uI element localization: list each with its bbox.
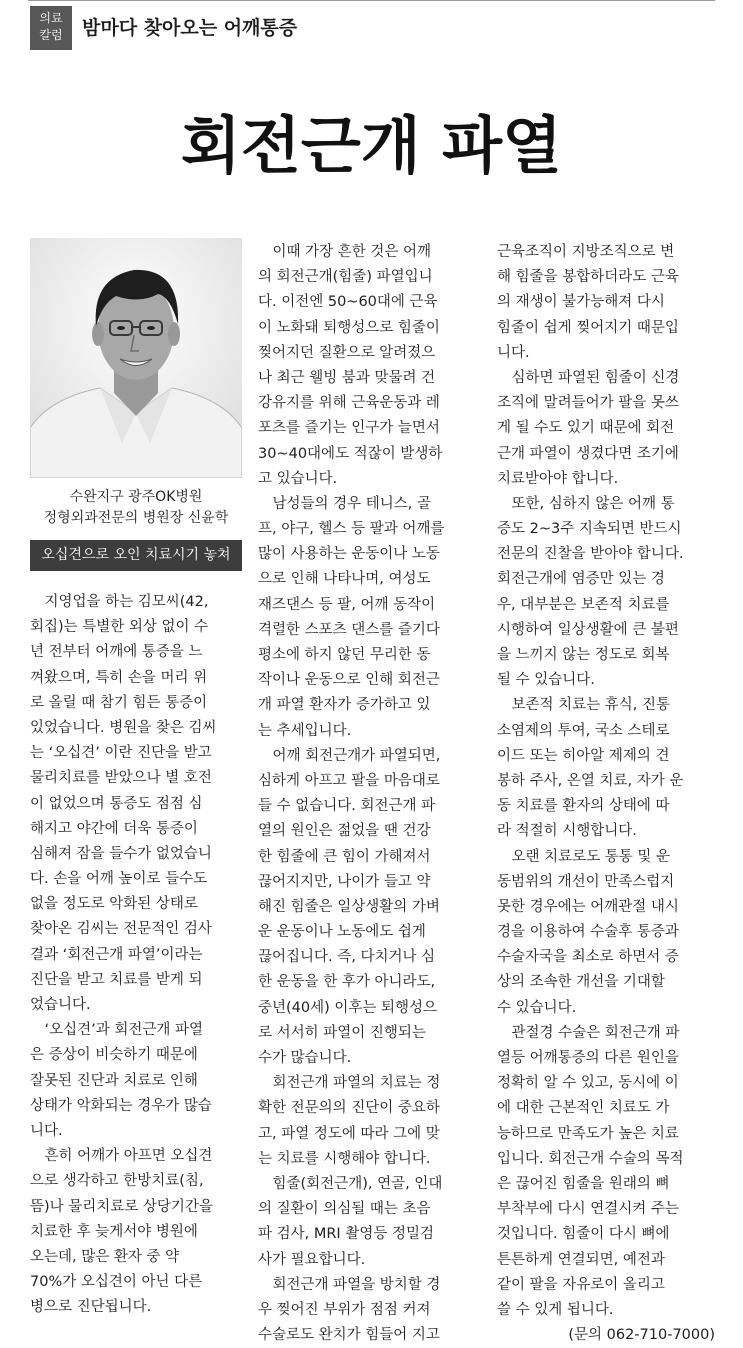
text-line: 껴왔으며, 특히 손을 머리 위: [30, 669, 208, 686]
text-line: 수술로도 완치가 힘들어 지고: [258, 1327, 440, 1344]
text-line: 의 재생이 불가능해져 다시: [497, 294, 665, 311]
text-line: 능하므로 만족도가 높은 치료: [497, 1125, 679, 1142]
text-line: 많이 사용하는 운동이나 노동: [258, 546, 440, 563]
text-line: 힘줄(회전근개), 연골, 인대: [258, 1175, 443, 1192]
paragraph: [497, 240, 715, 366]
paragraph: [258, 1273, 480, 1348]
text-line: 해 힘줄을 봉합하더라도 근육: [497, 269, 679, 286]
text-line: 회전근개 파열을 방치할 경: [258, 1276, 441, 1293]
text-line: 수술자국을 최소로 하면서 증: [497, 949, 679, 966]
author-title: 정형외과전문의 병원장 신윤학: [43, 510, 229, 526]
text-line: 다. 손을 어깨 높이로 들수도: [30, 871, 208, 888]
text-line: 시행하여 일상생활에 큰 불편: [497, 621, 679, 638]
text-line: 에 대한 근본적인 치료도 가: [497, 1100, 670, 1117]
text-line: 전문의 진찰을 받아야 합니다.: [497, 546, 684, 563]
text-line: 심하게 아프고 팔을 마음대로: [258, 772, 440, 789]
text-line: 병으로 진단됩니다.: [30, 1299, 152, 1316]
text-line: 을 느끼지 않는 정도로 회복: [497, 647, 670, 663]
text-line: 보존적 치료는 휴식, 진통: [497, 697, 671, 714]
text-line: 관절경 수술은 회전근개 파: [497, 1024, 680, 1041]
text-line: 의 회전근개(힘줄) 파열입니: [258, 269, 433, 286]
text-line: 봉하 주사, 온열 치료, 자가 운: [497, 772, 684, 789]
author-byline: [30, 487, 242, 529]
text-line: 쓸 수 있게 됩니다.: [497, 1301, 614, 1318]
text-line: 소염제의 투여, 국소 스테로: [497, 722, 670, 739]
text-line: 뜸)나 물리치료로 상당기간을: [30, 1198, 213, 1215]
text-line: 이 노화돼 퇴행성으로 힘줄이: [258, 319, 440, 336]
text-line: 강유지를 위해 근육운동과 레: [258, 395, 440, 412]
text-line: 의 질환이 의심될 때는 초음: [258, 1201, 431, 1218]
text-line: 수 있습니다.: [497, 999, 577, 1016]
category-line-1: 의료: [39, 11, 63, 25]
text-line: 조직에 말려들어가 팔을 못쓰: [497, 395, 679, 412]
author-photo: [30, 238, 242, 478]
text-line: 30~40대에도 적잖이 발생하: [258, 445, 443, 462]
text-line: 지영업을 하는 김모씨(42,: [30, 594, 209, 610]
series-title: 밤마다 찾아오는 어깨통증: [82, 17, 298, 39]
text-line: 찢어지던 질환으로 알려졌으: [258, 344, 436, 361]
paragraph: [30, 1018, 244, 1144]
text-line: 개 파열 환자가 증가하고 있: [258, 697, 431, 714]
paragraph: [258, 1071, 480, 1172]
text-line: 해진 힘줄은 일상생활의 가벼: [258, 898, 440, 915]
text-line: 못한 경우에는 어깨관절 내시: [497, 898, 679, 915]
top-rule: [28, 0, 715, 1]
text-line: 수가 많습니다.: [258, 1050, 352, 1066]
text-line: 어깨 회전근개가 파열되면,: [258, 747, 441, 764]
text-line: 근육조직이 지방조직으로 변: [497, 244, 675, 260]
paragraph: [30, 590, 244, 1018]
article-column-3: [497, 240, 715, 1348]
text-line: 파 검사, MRI 촬영등 정밀검: [258, 1226, 434, 1243]
paragraph: [258, 1172, 480, 1273]
text-line: 니다.: [30, 1122, 63, 1139]
text-line: 이 없었으며 통증도 점점 심: [30, 795, 203, 812]
paragraph: [497, 693, 715, 844]
text-line: 확한 전문의의 진단이 중요하: [258, 1100, 440, 1117]
text-line: 회전근개에 염증만 있는 경: [497, 571, 665, 588]
text-line: 잘못된 진단과 치료로 인해: [30, 1072, 198, 1089]
paragraph: [497, 492, 715, 694]
text-line: 라 적절히 시행합니다.: [497, 823, 637, 840]
text-line: 동범위의 개선이 만족스럽지: [497, 873, 675, 890]
column-3-body: [497, 240, 715, 1323]
text-line: 한 힘줄에 큰 힘이 가해져서: [258, 848, 431, 865]
text-line: 증도 2~3주 지속되면 반드시: [497, 521, 682, 538]
text-line: 물리치료를 받았으나 별 호전: [30, 770, 212, 787]
text-line: 오랜 치료로도 통통 및 운: [497, 848, 671, 865]
text-line: 또한, 심하지 않은 어깨 통: [497, 495, 675, 512]
text-line: 운 운동이나 노동에도 쉽게: [258, 924, 426, 941]
text-line: 치료받아야 합니다.: [497, 470, 619, 487]
text-line: 재즈댄스 등 팔, 어깨 동작이: [258, 596, 436, 613]
author-affiliation: 수완지구 광주OK병원: [69, 489, 203, 505]
text-line: 는 ‘오십견’ 이란 진단을 받고: [30, 745, 212, 762]
text-line: 로 서서히 파열이 진행되는: [258, 1024, 426, 1041]
text-line: 고, 파열 정도에 따라 그에 맞: [258, 1125, 440, 1142]
text-line: 튼튼하게 연결되면, 예전과: [497, 1251, 665, 1268]
text-line: 포츠를 즐기는 인구가 늘면서: [258, 420, 440, 437]
text-line: 는 추세입니다.: [258, 722, 352, 739]
paragraph: [497, 1021, 715, 1323]
text-line: 힘줄이 쉽게 찢어지기 때문입: [497, 319, 679, 336]
paragraph: [497, 366, 715, 492]
text-line: 들 수 없습니다. 회전근개 파: [258, 798, 436, 815]
text-line: 열등 어깨통증의 다른 원인을: [497, 1050, 679, 1066]
text-line: 같이 팔을 자유로이 올리고: [497, 1276, 665, 1293]
paragraph: [258, 744, 480, 1071]
text-line: 회전근개 파열의 치료는 정: [258, 1075, 441, 1092]
text-line: 격렬한 스포츠 댄스를 즐기다: [258, 621, 440, 638]
text-line: 프, 야구, 헬스 등 팔과 어깨를: [258, 521, 445, 538]
text-line: 끊어집니다. 즉, 다치거나 심: [258, 949, 436, 966]
text-line: 한 운동을 한 후가 아니라도,: [258, 974, 436, 991]
text-line: 었습니다.: [30, 997, 91, 1013]
text-line: 은 끊어진 힘줄을 원래의 뼈: [497, 1175, 670, 1192]
text-line: 오는데, 많은 환자 중 약: [30, 1248, 180, 1265]
text-line: 이드 또는 히아알 제제의 견: [497, 747, 670, 764]
text-line: 상의 조속한 개선을 기대할: [497, 974, 665, 991]
text-line: 회집)는 특별한 외상 없이 수: [30, 619, 209, 636]
category-line-2: 칼럼: [39, 28, 63, 42]
text-line: ‘오십견’과 회전근개 파열: [30, 1022, 204, 1039]
text-line: 끊어지지만, 나이가 들고 약: [258, 873, 431, 890]
text-line: 부착부에 다시 연결시켜 주는: [497, 1201, 679, 1218]
text-line: 우, 대부분은 보존적 치료를: [497, 596, 670, 613]
text-line: 입니다. 회전근개 수술의 목적: [497, 1150, 684, 1167]
text-line: 작이나 운동으로 인해 회전근: [258, 672, 440, 689]
text-line: 은 증상이 비슷하기 때문에: [30, 1047, 198, 1064]
text-line: 결과 ‘회전근개 파열’이라는: [30, 946, 203, 963]
text-line: 될 수 있습니다.: [497, 672, 595, 689]
text-line: 사가 필요합니다.: [258, 1251, 366, 1268]
paragraph: [258, 492, 480, 744]
text-line: 게 될 수도 있기 때문에 회전: [497, 420, 675, 437]
text-line: 로 올릴 때 참기 힘든 통증이: [30, 694, 208, 711]
text-line: 있었습니다. 병원을 찾은 김씨: [30, 719, 217, 736]
text-line: 찾아온 김씨는 전문적인 검사: [30, 921, 212, 938]
text-line: 우 찢어진 부위가 점점 커져: [258, 1301, 431, 1318]
text-line: 심하면 파열된 힘줄이 신경: [497, 369, 680, 386]
text-line: 흔히 어깨가 아프면 오십견: [30, 1148, 213, 1165]
paragraph: [497, 845, 715, 1021]
article-column-1: [30, 590, 244, 1320]
headline: 회전근개 파열: [181, 109, 562, 182]
text-line: 고 있습니다.: [258, 470, 338, 487]
text-line: 년 전부터 어깨에 통증을 느: [30, 644, 203, 661]
text-line: 으로 생각하고 한방치료(침,: [30, 1173, 204, 1190]
text-line: 남성들의 경우 테니스, 골: [258, 495, 432, 512]
text-line: 근개 파열이 생겼다면 조기에: [497, 445, 679, 462]
text-line: 심해져 잠을 들수가 없었습니: [30, 845, 212, 862]
text-line: 으로 인해 나타나며, 여성도: [258, 571, 431, 588]
text-line: 것입니다. 힘줄이 다시 뼈에: [497, 1226, 670, 1243]
text-line: 열의 원인은 젊었을 땐 건강: [258, 823, 431, 840]
text-line: 해지고 야간에 더욱 통증이: [30, 820, 198, 837]
subheadline-banner: 오십견으로 오인 치료시기 놓쳐: [30, 540, 242, 571]
text-line: 없을 정도로 악화된 상태로: [30, 896, 198, 913]
text-line: 진단을 받고 치료를 받게 되: [30, 971, 203, 988]
text-line: 상태가 악화되는 경우가 많습: [30, 1097, 212, 1114]
category-tag: [30, 6, 72, 50]
text-line: 경을 이용하여 수술후 통증과: [497, 924, 679, 941]
paragraph: [30, 1144, 244, 1320]
text-line: 중년(40세) 이후는 퇴행성으: [258, 999, 438, 1016]
text-line: 정확히 알 수 있고, 동시에 이: [497, 1075, 679, 1092]
doctor-portrait-image: [30, 238, 242, 478]
paragraph: [258, 240, 480, 492]
text-line: 나 최근 웰빙 붐과 맞물려 건: [258, 369, 436, 386]
text-line: 평소에 하지 않던 무리한 동: [258, 647, 431, 663]
contact-info: (문의 062-710-7000): [568, 1327, 715, 1344]
text-line: 이때 가장 흔한 것은 어깨: [258, 244, 432, 260]
text-line: 는 치료를 시행해야 합니다.: [258, 1150, 431, 1167]
article-column-2: [258, 240, 480, 1348]
text-line: 니다.: [497, 344, 530, 361]
text-line: 동 치료를 환자의 상태에 따: [497, 798, 670, 815]
text-line: 치료한 후 늦게서야 병원에: [30, 1223, 198, 1240]
text-line: 70%가 오십견이 아닌 다른: [30, 1274, 203, 1291]
text-line: 다. 이전엔 50~60대에 근육: [258, 294, 438, 311]
